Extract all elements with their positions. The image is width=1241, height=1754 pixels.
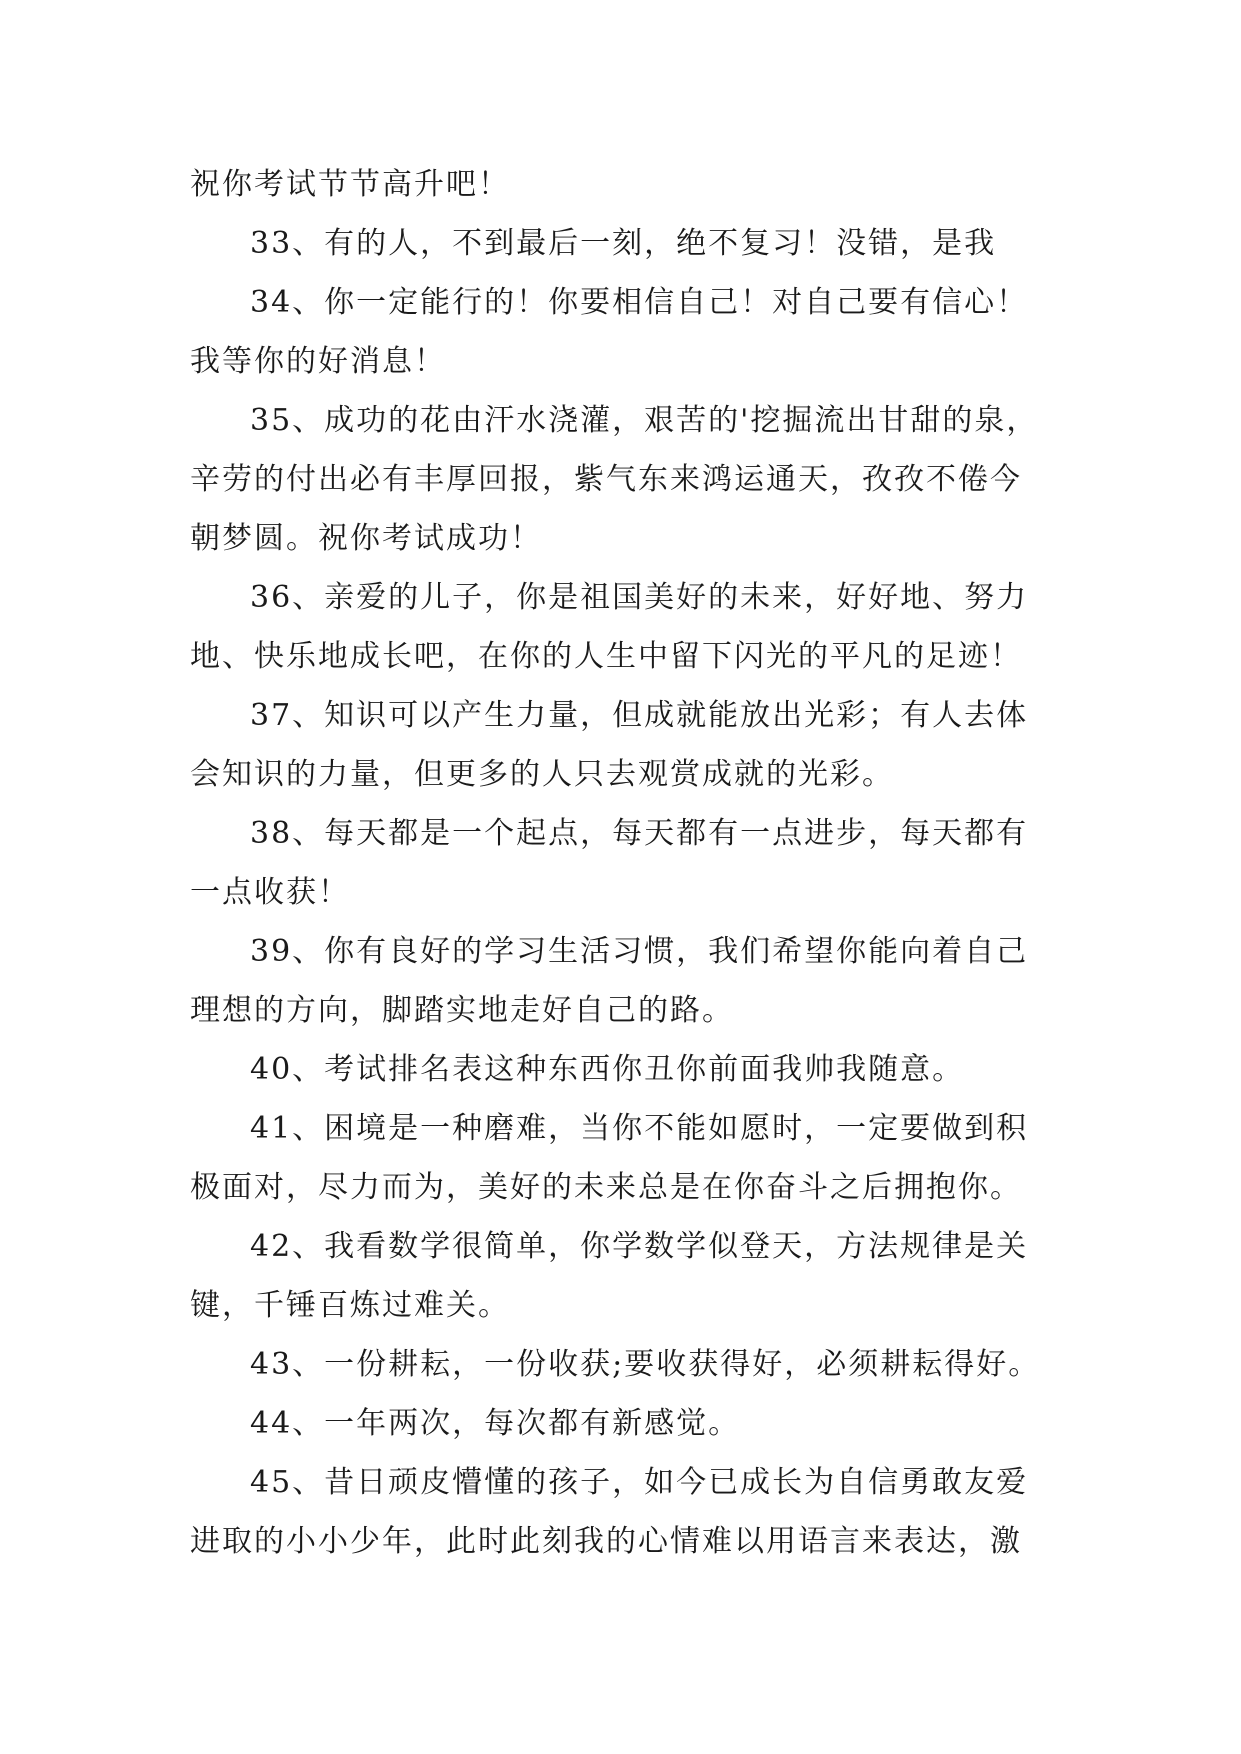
paragraph-41 — [190, 1099, 1070, 1217]
paragraph-34 — [190, 273, 1070, 391]
text-line: 45、昔日顽皮懵懂的孩子，如今已成长为自信勇敢友爱 — [250, 1465, 1029, 1500]
text-line: 33、有的人，不到最后一刻，绝不复习！没错，是我 — [250, 226, 997, 261]
paragraph-42 — [190, 1217, 1070, 1335]
paragraph-43 — [190, 1335, 1070, 1394]
text-line: 40、考试排名表这种东西你丑你前面我帅我随意。 — [250, 1052, 965, 1087]
text-line: 朝梦圆。祝你考试成功！ — [190, 521, 542, 556]
text-line: 39、你有良好的学习生活习惯，我们希望你能向着自己 — [250, 934, 1029, 969]
text-line: 辛劳的付出必有丰厚回报，紫气东来鸿运通天，孜孜不倦今 — [190, 462, 1022, 497]
paragraph-45 — [190, 1453, 1070, 1571]
text-line: 34、你一定能行的！你要相信自己！对自己要有信心！ — [250, 285, 1029, 320]
paragraph-40 — [190, 1040, 1070, 1099]
text-line: 一点收获！ — [190, 875, 350, 910]
text-line: 进取的小小少年，此时此刻我的心情难以用语言来表达，激 — [190, 1524, 1022, 1559]
text-line: 35、成功的花由汗水浇灌，艰苦的'挖掘流出甘甜的泉， — [250, 403, 1039, 438]
paragraph-36 — [190, 568, 1070, 686]
paragraph-38 — [190, 804, 1070, 922]
text-line: 36、亲爱的儿子，你是祖国美好的未来，好好地、努力 — [250, 580, 1029, 615]
text-line: 地、快乐地成长吧，在你的人生中留下闪光的平凡的足迹！ — [190, 639, 1022, 674]
text-line: 极面对，尽力而为，美好的未来总是在你奋斗之后拥抱你。 — [190, 1170, 1022, 1205]
text-line: 祝你考试节节高升吧！ — [190, 167, 510, 202]
paragraph-33 — [190, 214, 1070, 273]
text-line: 会知识的力量，但更多的人只去观赏成就的光彩。 — [190, 757, 894, 792]
text-line: 38、每天都是一个起点，每天都有一点进步，每天都有 — [250, 816, 1029, 851]
paragraph-35 — [190, 391, 1070, 568]
paragraph-continued — [190, 155, 1070, 214]
text-line: 42、我看数学很简单，你学数学似登天，方法规律是关 — [250, 1229, 1029, 1264]
text-line: 键，千锤百炼过难关。 — [190, 1288, 510, 1323]
paragraph-39 — [190, 922, 1070, 1040]
paragraph-44 — [190, 1394, 1070, 1453]
paragraph-37 — [190, 686, 1070, 804]
text-line: 44、一年两次，每次都有新感觉。 — [250, 1406, 741, 1441]
document-body — [190, 155, 1070, 1571]
text-line: 37、知识可以产生力量，但成就能放出光彩；有人去体 — [250, 698, 1029, 733]
text-line: 理想的方向，脚踏实地走好自己的路。 — [190, 993, 734, 1028]
text-line: 我等你的好消息！ — [190, 344, 446, 379]
text-line: 43、一份耕耘，一份收获;要收获得好，必须耕耘得好。 — [250, 1347, 1041, 1382]
text-line: 41、困境是一种磨难，当你不能如愿时，一定要做到积 — [250, 1111, 1029, 1146]
